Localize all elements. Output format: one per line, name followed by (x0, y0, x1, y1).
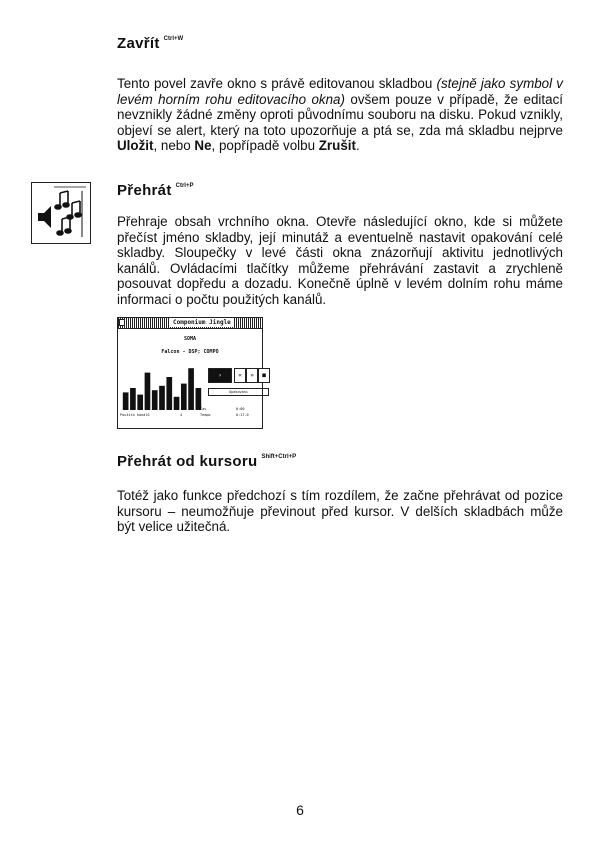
section-heading (117, 453, 563, 470)
channel-bar (188, 368, 194, 410)
channel-bar (145, 373, 151, 410)
time-label: Čas (200, 407, 207, 411)
section-heading (117, 35, 563, 52)
play-button: › (208, 368, 232, 383)
tempo-value: 0:17.0 (236, 413, 249, 417)
player-song-name: SOMA (183, 336, 197, 342)
menu-item-title: Přehrát od kursoru (117, 453, 258, 470)
bold-text-run: Uložit (117, 138, 154, 154)
channel-bar (174, 397, 180, 410)
channel-bar (137, 395, 143, 410)
shortcut-label: Shift+Ctrl+P (261, 454, 297, 460)
channel-bar (181, 384, 187, 410)
text-run: , popřípadě volbu (211, 138, 319, 154)
bold-text-run: Ne (194, 138, 212, 154)
channels-label: Použito kanálů (120, 413, 150, 417)
section-paragraph (117, 76, 563, 154)
player-titlebar (118, 318, 262, 329)
repeat-button: Opakování (208, 388, 269, 396)
play-song-icon (31, 182, 91, 244)
text-run: Přehraje obsah vrchního okna. Otevře následující okno, kde si můžete přečíst jméno skladby, její minutáž a eventuelně nastavit opakování celé skladby. Sloupečky v levé části okna znázorňují aktivitu jednotlivých kanálů. Ovládacími tlačítky můžeme přehrávání zastavit a zrychleně posouvat dopředu a dozadu. Konečně úplně v levém dolním rohu máme informaci o počtu použitých kanálů. (117, 214, 563, 307)
channel-bar (123, 392, 129, 410)
menu-item-title: Přehrát (117, 182, 172, 199)
channel-activity-bars (122, 366, 202, 410)
text-run: . (355, 138, 360, 154)
bold-text-run: Zrušit (318, 138, 356, 154)
close-box-icon (119, 319, 125, 326)
section-paragraph (117, 488, 563, 535)
section-zavrit (117, 35, 563, 154)
forward-button: » (246, 368, 258, 383)
shortcut-label: Ctrl+P (175, 183, 194, 189)
section-heading (117, 182, 563, 199)
text-run: Tento povel zavře okno s právě editovanou skladbou (117, 76, 437, 91)
channel-bar (130, 388, 136, 410)
page-number: 6 (296, 802, 304, 818)
channel-bar (166, 377, 172, 410)
tempo-label: Tempo (200, 413, 211, 417)
channel-bar (159, 386, 165, 410)
channels-value: 4 (180, 413, 183, 417)
text-run: , nebo (153, 138, 195, 154)
player-window-screenshot (117, 317, 266, 429)
italic-text-run: (stejně jako symbol v levém horním rohu editovacího okna) (117, 76, 563, 107)
section-paragraph (117, 214, 563, 308)
menu-item-title: Zavřít (117, 35, 160, 52)
text-run: ovšem pouze v případě, že editací nevznikly žádné změny oproti původnímu souboru na disku. Pokud vznikly, objeví se alert, který na toto upozorňuje a ptá se, zda má skladbu nejprve (117, 91, 563, 138)
shortcut-label: Ctrl+W (163, 36, 184, 42)
player-device: Falcon - DSP; COMPO (161, 349, 219, 355)
section-prehrat-od-kursoru (117, 453, 563, 535)
time-value: 0:00 (236, 407, 245, 411)
rewind-button: « (234, 368, 246, 383)
stop-button: ■ (258, 368, 270, 383)
section-prehrat (117, 182, 563, 308)
text-run: Totéž jako funkce předchozí s tím rozdílem, že začne přehrávat od pozice kursoru – neumožňuje převinout před kursor. V delších skladbách může být velice užitečná. (117, 488, 563, 535)
channel-bar (152, 390, 158, 410)
player-title: Componium Jingle (170, 318, 234, 327)
